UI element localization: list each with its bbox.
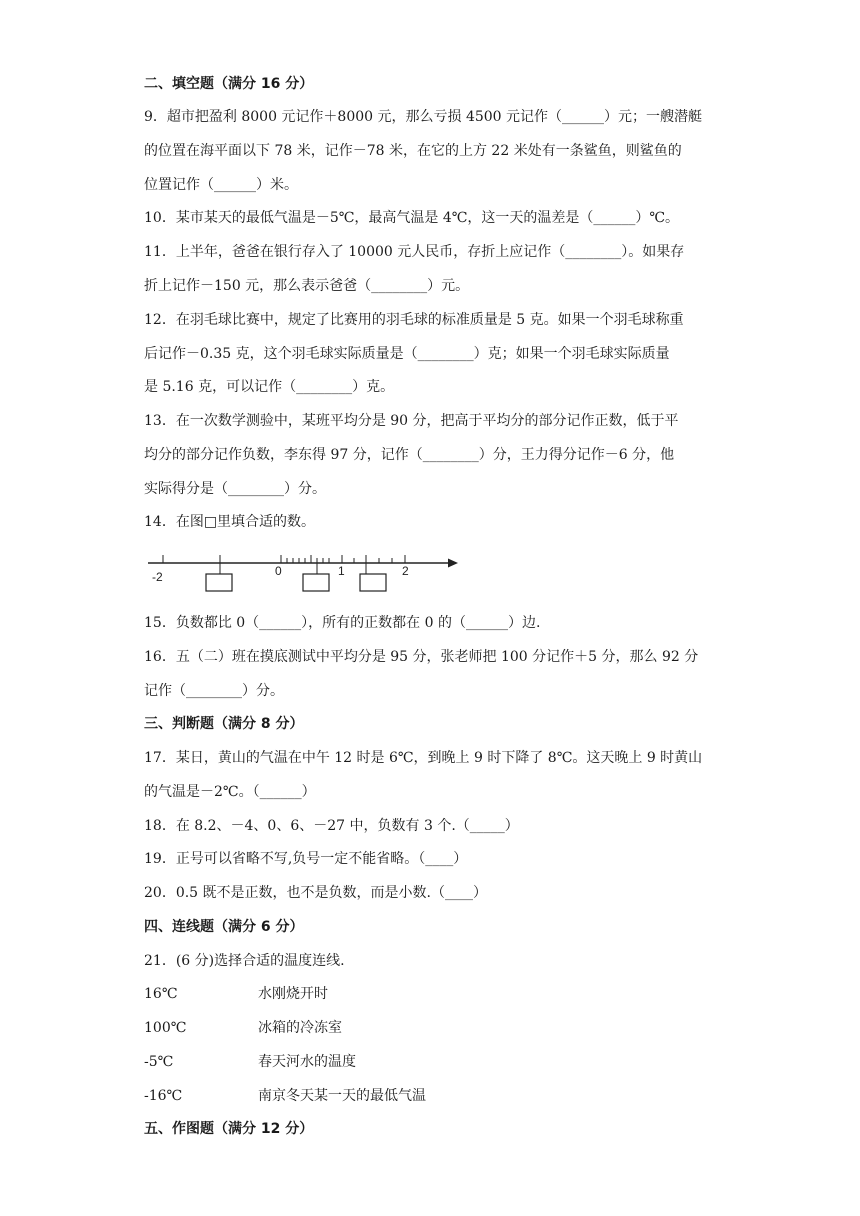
q12-line-2: 后记作－0.35 克，这个羽毛球实际质量是（________）克；如果一个羽毛球实际质量	[144, 346, 670, 362]
number-line-figure	[144, 541, 464, 601]
tick-label: 2	[402, 564, 409, 578]
match-temp-3: -5℃	[144, 1054, 174, 1070]
q12-line-3: 是 5.16 克，可以记作（________）克。	[144, 379, 395, 395]
q20-line-1: 20．0.5 既不是正数，也不是负数，而是小数.（____）	[144, 885, 487, 901]
match-temp-1: 16℃	[144, 986, 178, 1002]
match-desc-1: 水刚烧开时	[258, 986, 328, 1002]
section-heading-judge: 三、判断题（满分 8 分）	[144, 716, 304, 732]
section-heading-draw: 五、作图题（满分 12 分）	[144, 1121, 314, 1137]
q17-line-2: 的气温是－2℃。（______）	[144, 784, 316, 800]
match-desc-3: 春天河水的温度	[258, 1054, 356, 1070]
q9-line-2: 的位置在海平面以下 78 米，记作－78 米，在它的上方 22 米处有一条鲨鱼，则鲨鱼的	[144, 143, 682, 159]
q9-line-1: 9．超市把盈利 8000 元记作＋8000 元，那么亏损 4500 元记作（______）元；一艘潜艇	[144, 109, 703, 125]
q13-line-2: 均分的部分记作负数，李东得 97 分，记作（________）分，王力得分记作－6 分，他	[144, 447, 675, 463]
q16-line-2: 记作（________）分。	[144, 683, 284, 699]
match-temp-4: -16℃	[144, 1088, 183, 1104]
match-desc-4: 南京冬天某一天的最低气温	[258, 1088, 426, 1104]
q18-line-1: 18．在 8.2、－4、0、6、－27 中，负数有 3 个.（_____）	[144, 818, 519, 834]
tick-label: 1	[338, 564, 345, 578]
q21-line-1: 21．(6 分)选择合适的温度连线.	[144, 953, 345, 969]
q11-line-2: 折上记作－150 元，那么表示爸爸（________）元。	[144, 278, 470, 294]
q16-line-1: 16．五（二）班在摸底测试中平均分是 95 分，张老师把 100 分记作＋5 分，那么 92 分	[144, 649, 699, 665]
q14-line-1: 14．在图□里填合适的数。	[144, 514, 316, 530]
q11-line-1: 11．上半年，爸爸在银行存入了 10000 元人民币，存折上应记作（________）。如果存	[144, 244, 685, 260]
match-desc-2: 冰箱的冷冻室	[258, 1020, 342, 1036]
q13-line-1: 13．在一次数学测验中，某班平均分是 90 分，把高于平均分的部分记作正数，低于平	[144, 413, 679, 429]
q12-line-1: 12．在羽毛球比赛中，规定了比赛用的羽毛球的标准质量是 5 克。如果一个羽毛球称重	[144, 312, 684, 328]
section-heading-match: 四、连线题（满分 6 分）	[144, 919, 304, 935]
q15-line-1: 15．负数都比 0（______），所有的正数都在 0 的（______）边.	[144, 615, 541, 631]
q13-line-3: 实际得分是（________）分。	[144, 481, 326, 497]
q9-line-3: 位置记作（______）米。	[144, 177, 298, 193]
number-line-arrow	[448, 559, 458, 568]
answer-box-3[interactable]	[360, 574, 386, 591]
q10-line-1: 10．某市某天的最低气温是－5℃，最高气温是 4℃，这一天的温差是（______）℃。	[144, 210, 680, 226]
tick-label: -2	[152, 570, 163, 584]
section-heading-fill-in: 二、填空题（满分 16 分）	[144, 76, 314, 92]
q19-line-1: 19．正号可以省略不写,负号一定不能省略。（____）	[144, 851, 468, 867]
tick-label: 0	[275, 564, 282, 578]
match-temp-2: 100℃	[144, 1020, 187, 1036]
answer-box-2[interactable]	[303, 574, 329, 591]
answer-box-1[interactable]	[206, 574, 232, 591]
q17-line-1: 17．某日，黄山的气温在中午 12 时是 6℃，到晚上 9 时下降了 8℃。这天晚上 9 时黄山	[144, 750, 703, 766]
